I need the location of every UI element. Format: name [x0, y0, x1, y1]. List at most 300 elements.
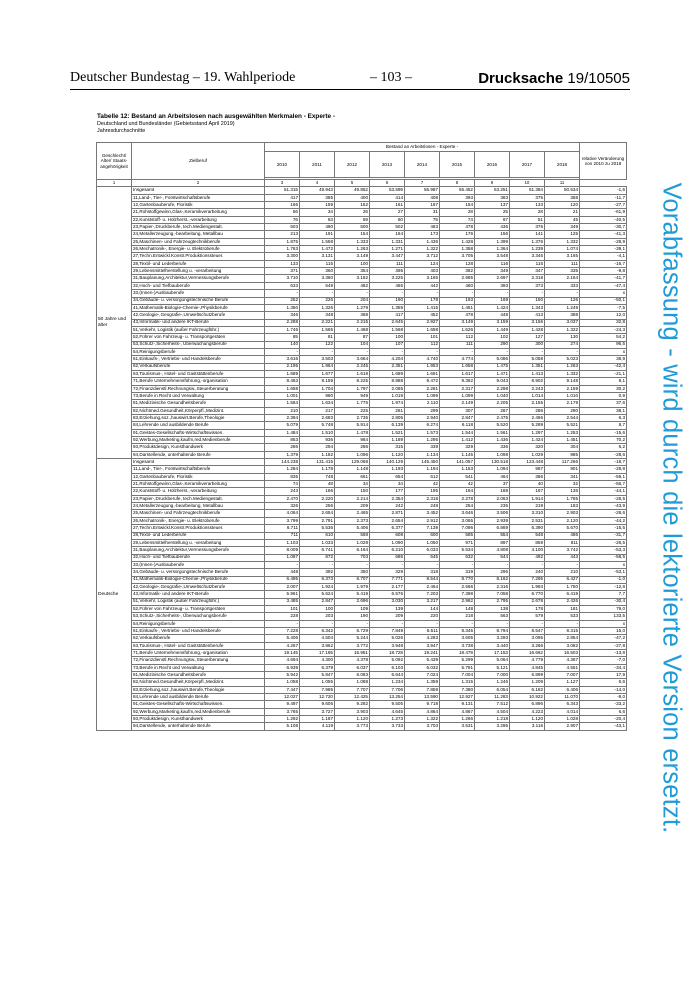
- table-row: [97, 400, 627, 407]
- value-cell: 1.067: [265, 554, 300, 561]
- value-cell: 1.266: [440, 716, 475, 723]
- value-cell: -: [440, 348, 475, 355]
- value-cell: 1.055: [300, 679, 335, 686]
- column-index: 2: [132, 180, 265, 187]
- value-cell: 2.110: [405, 400, 440, 407]
- table-row: [97, 495, 627, 502]
- value-cell: 2.205: [475, 400, 510, 407]
- value-cell: 100: [335, 260, 370, 267]
- value-cell: 1.322: [405, 246, 440, 253]
- value-cell: 500: [335, 224, 370, 231]
- value-cell: 218: [440, 613, 475, 620]
- table-row: [97, 268, 627, 275]
- column-index: 7: [405, 180, 440, 187]
- table-body: [97, 187, 627, 730]
- value-cell: 1.658: [405, 326, 440, 333]
- table-row: [97, 481, 627, 488]
- relative-change-cell: -15,5: [580, 525, 627, 532]
- value-cell: 8.162: [475, 576, 510, 583]
- relative-change-header: relative Veränderung von 2010 zu 2018: [580, 143, 627, 180]
- value-cell: 633: [265, 282, 300, 289]
- value-cell: 4.740: [405, 356, 440, 363]
- running-header: [70, 72, 630, 90]
- relative-change-cell: -12,8: [580, 583, 627, 590]
- value-cell: 124: [405, 260, 440, 267]
- value-cell: 85: [265, 334, 300, 341]
- relative-change-cell: x: [580, 348, 627, 355]
- value-cell: 150: [335, 488, 370, 495]
- relative-change-cell: -20,4: [580, 716, 627, 723]
- value-cell: 228: [265, 613, 300, 620]
- relative-change-cell: 32,8: [580, 319, 627, 326]
- value-cell: 127: [510, 334, 545, 341]
- relative-change-cell: x: [580, 620, 627, 627]
- value-cell: 1.120: [370, 451, 405, 458]
- value-cell: -: [475, 348, 510, 355]
- value-cell: 3.733: [370, 723, 405, 730]
- value-cell: 478: [440, 224, 475, 231]
- value-cell: 711: [265, 532, 300, 539]
- value-cell: 2.298: [475, 385, 510, 392]
- table-row: [97, 716, 627, 723]
- value-cell: 1.617: [440, 370, 475, 377]
- value-cell: 290: [545, 407, 580, 414]
- value-cell: 1.510: [300, 429, 335, 436]
- occupation-label: 25,Maschinen- und Fahrzeugtechnikberufe: [132, 510, 265, 517]
- value-cell: 1.193: [370, 466, 405, 473]
- value-cell: 117.266: [545, 459, 580, 466]
- relative-change-cell: -26,5: [580, 539, 627, 546]
- value-cell: 318: [405, 569, 440, 576]
- relative-change-cell: -7,5: [580, 304, 627, 311]
- value-cell: 1.979: [335, 583, 370, 590]
- value-cell: 1.521: [370, 429, 405, 436]
- relative-change-cell: 6,3: [580, 415, 627, 422]
- occupation-label: 61,Einkaufs-, Vertriebs- und Handelsberufe: [132, 627, 265, 634]
- value-cell: 26: [335, 209, 370, 216]
- occupation-label: 12,Gartenbauberufe, Floristik: [132, 202, 265, 209]
- value-cell: 3.156: [510, 319, 545, 326]
- value-cell: 115: [510, 260, 545, 267]
- relative-change-cell: 8,7: [580, 422, 627, 429]
- value-cell: 3.485: [265, 598, 300, 605]
- value-cell: 2.195: [265, 363, 300, 370]
- value-cell: 194: [440, 488, 475, 495]
- value-cell: 347: [510, 268, 545, 275]
- value-cell: 346: [265, 312, 300, 319]
- value-cell: 6.083: [335, 672, 370, 679]
- value-cell: 3.293: [475, 635, 510, 642]
- table-row: [97, 473, 627, 480]
- value-cell: 1.544: [440, 429, 475, 436]
- value-cell: 8.511: [405, 627, 440, 634]
- value-cell: 7.447: [265, 686, 300, 693]
- table-row: [97, 539, 627, 546]
- value-cell: 100: [370, 334, 405, 341]
- value-cell: 2.465: [335, 510, 370, 517]
- value-cell: 9.043: [475, 378, 510, 385]
- table-row: [97, 297, 627, 304]
- value-cell: 2.065: [370, 385, 405, 392]
- value-cell: 9.505: [370, 701, 405, 708]
- value-cell: 1.468: [335, 326, 370, 333]
- relative-change-cell: -47,4: [580, 282, 627, 289]
- table-row: [97, 444, 627, 451]
- value-cell: 1.279: [335, 304, 370, 311]
- value-cell: 1.249: [545, 304, 580, 311]
- relative-change-cell: -1,5: [580, 187, 627, 194]
- value-cell: 6.054: [475, 686, 510, 693]
- value-cell: 533: [545, 613, 580, 620]
- relative-change-cell: -13,8: [580, 650, 627, 657]
- value-cell: 1.098: [475, 451, 510, 458]
- value-cell: 32: [545, 481, 580, 488]
- relative-change-cell: -28,6: [580, 510, 627, 517]
- value-cell: 8.463: [265, 378, 300, 385]
- value-cell: 371: [265, 268, 300, 275]
- value-cell: 8.770: [440, 576, 475, 583]
- watermark-text: Vorabfassung - wird durch die lektorierte Version ersetzt.: [657, 182, 686, 834]
- value-cell: 2.566: [440, 583, 475, 590]
- value-cell: 382: [440, 268, 475, 275]
- value-cell: 1.358: [440, 246, 475, 253]
- value-cell: 5.439: [405, 657, 440, 664]
- value-cell: 3.705: [440, 253, 475, 260]
- value-cell: 502: [370, 224, 405, 231]
- value-cell: 3.664: [335, 356, 370, 363]
- value-cell: 240: [510, 569, 545, 576]
- table-row: [97, 613, 627, 620]
- value-cell: 1.424: [475, 304, 510, 311]
- value-cell: 1.182: [300, 451, 335, 458]
- value-cell: 2.470: [265, 495, 300, 502]
- value-cell: 2.475: [475, 415, 510, 422]
- occupation-label: 11,Land-, Tier-, Forstwirtschaftsberufe: [132, 466, 265, 473]
- value-cell: 17.153: [475, 650, 510, 657]
- value-cell: 373: [510, 282, 545, 289]
- value-cell: -: [405, 348, 440, 355]
- value-cell: 2.645: [370, 319, 405, 326]
- table-row: [97, 209, 627, 216]
- value-cell: -: [265, 290, 300, 297]
- value-cell: 486: [545, 532, 580, 539]
- year-header: 2012: [335, 152, 370, 178]
- value-cell: 1.478: [335, 429, 370, 436]
- table-row: [97, 260, 627, 267]
- occupation-label: 93,Produktdesign, Kunsthandwerk: [132, 444, 265, 451]
- value-cell: 985: [545, 451, 580, 458]
- value-cell: 414: [370, 194, 405, 201]
- value-cell: 980: [300, 392, 335, 399]
- occupation-label: 42,Geologie-,Geografie-,Umweltschutzberufe: [132, 583, 265, 590]
- value-cell: 1.178: [300, 466, 335, 473]
- value-cell: 133: [265, 260, 300, 267]
- relative-change-cell: -24,3: [580, 326, 627, 333]
- value-cell: 9.131: [440, 701, 475, 708]
- value-cell: 1.472: [300, 246, 335, 253]
- value-cell: 290: [475, 341, 510, 348]
- value-cell: 329: [370, 569, 405, 576]
- value-cell: -: [545, 290, 580, 297]
- relative-change-cell: -33,2: [580, 701, 627, 708]
- occupation-label: 29,Lebensmittelherstellung u. -verarbeitung: [132, 539, 265, 546]
- value-cell: 1.704: [300, 385, 335, 392]
- relative-change-cell: -39,1: [580, 246, 627, 253]
- value-cell: 1.058: [265, 679, 300, 686]
- value-cell: 984: [335, 437, 370, 444]
- value-cell: 3.799: [265, 517, 300, 524]
- occupation-label: 62,Verkaufsberufe: [132, 635, 265, 642]
- value-cell: 2.654: [300, 510, 335, 517]
- value-cell: -: [545, 620, 580, 627]
- table-row: [97, 231, 627, 238]
- value-cell: 971: [440, 539, 475, 546]
- value-cell: 1.350: [265, 304, 300, 311]
- value-cell: 2.149: [440, 400, 475, 407]
- value-cell: 1.246: [475, 679, 510, 686]
- value-cell: 7.139: [405, 525, 440, 532]
- occupation-label: 25,Maschinen- und Fahrzeugtechnikberufe: [132, 238, 265, 245]
- value-cell: 5.670: [545, 525, 580, 532]
- year-header: 2015: [440, 152, 475, 178]
- value-cell: 395: [370, 268, 405, 275]
- value-cell: 286: [265, 444, 300, 451]
- value-cell: 2.318: [510, 275, 545, 282]
- value-cell: 154: [440, 202, 475, 209]
- value-cell: 1.526: [440, 326, 475, 333]
- table-row: [97, 686, 627, 693]
- value-cell: 21: [545, 209, 580, 216]
- value-cell: 1.359: [370, 304, 405, 311]
- value-cell: 1.765: [545, 495, 580, 502]
- relative-change-cell: 38,9: [580, 356, 627, 363]
- value-cell: 4.867: [440, 708, 475, 715]
- value-cell: 8.345: [440, 627, 475, 634]
- occupation-label: 21,Rohstoffgewinn,Glas-,Keramikverarbeitung: [132, 481, 265, 488]
- value-cell: 5.520: [475, 422, 510, 429]
- value-cell: 7.380: [440, 686, 475, 693]
- value-cell: -: [370, 348, 405, 355]
- value-cell: 7.295: [510, 576, 545, 583]
- occupation-label: 51,Verkehr, Logistik (außer Fahrzeugführ.): [132, 598, 265, 605]
- value-cell: 2.912: [405, 517, 440, 524]
- value-cell: 51.384: [510, 187, 545, 194]
- value-cell: -: [300, 290, 335, 297]
- value-cell: 859: [510, 539, 545, 546]
- value-cell: 16.662: [510, 650, 545, 657]
- value-cell: -: [335, 290, 370, 297]
- value-cell: 2.288: [265, 319, 300, 326]
- value-cell: 3.266: [510, 642, 545, 649]
- table-row: [97, 664, 627, 671]
- value-cell: 19.145: [265, 650, 300, 657]
- value-cell: -: [545, 561, 580, 568]
- value-cell: 1.376: [510, 238, 545, 245]
- value-cell: 140.129: [370, 459, 405, 466]
- value-cell: 111: [370, 260, 405, 267]
- value-cell: 1.333: [335, 238, 370, 245]
- value-cell: 37: [475, 481, 510, 488]
- value-cell: 1.658: [265, 385, 300, 392]
- value-cell: 2.847: [440, 415, 475, 422]
- value-cell: 1.561: [475, 429, 510, 436]
- occupation-label: 31,Bauplanung,Architektur,Vermessungsberufe: [132, 275, 265, 282]
- table-subtitle-period: Jahresdurchschnitte: [97, 128, 146, 134]
- value-cell: 645: [405, 554, 440, 561]
- value-cell: 2.544: [545, 415, 580, 422]
- value-cell: 6.210: [370, 547, 405, 554]
- value-cell: 7.859: [405, 686, 440, 693]
- occupation-label: 72,Finanzdienstl.Rechnungsw.,Steuerberatung: [132, 385, 265, 392]
- column-index: 11: [545, 180, 580, 187]
- value-cell: 4.267: [265, 642, 300, 649]
- occupation-label: 73,Berufe in Recht und Verwaltung: [132, 664, 265, 671]
- value-cell: 5.086: [475, 356, 510, 363]
- value-cell: 7.707: [335, 686, 370, 693]
- relative-change-cell: 8,1: [580, 378, 627, 385]
- value-cell: 254: [440, 503, 475, 510]
- value-cell: 835: [265, 473, 300, 480]
- header-row-top: [97, 143, 627, 152]
- value-cell: 286: [335, 444, 370, 451]
- value-cell: 4.504: [300, 635, 335, 642]
- table-row: [97, 657, 627, 664]
- occupation-label: 92,Werbung,Marketing,kaufm,red.Medienberufe: [132, 437, 265, 444]
- value-cell: 104: [335, 341, 370, 348]
- value-cell: 3.903: [335, 708, 370, 715]
- occupation-label: Insgesamt: [132, 187, 265, 194]
- value-cell: 210: [545, 569, 580, 576]
- value-cell: 256: [300, 503, 335, 510]
- occupation-label: 23,Papier-,Druckberufe, tech.Mediengestalt.: [132, 495, 265, 502]
- value-cell: 6.037: [335, 664, 370, 671]
- value-cell: 1.187: [300, 716, 335, 723]
- value-cell: 5.534: [440, 547, 475, 554]
- occupation-label: 12,Gartenbauberufe, Floristik: [132, 473, 265, 480]
- value-cell: 190: [370, 297, 405, 304]
- relative-change-cell: -16,7: [580, 260, 627, 267]
- value-cell: 9.605: [300, 701, 335, 708]
- value-cell: 18.728: [370, 650, 405, 657]
- value-cell: 1.099: [405, 392, 440, 399]
- value-cell: 3.346: [510, 253, 545, 260]
- value-cell: 51.315: [265, 187, 300, 194]
- table-row: [97, 694, 627, 701]
- column-index: 8: [440, 180, 475, 187]
- value-cell: 7.007: [545, 672, 580, 679]
- value-cell: 336: [475, 444, 510, 451]
- occupation-label: 52,Führer von Fahrzeug- u. Transportgeräten: [132, 334, 265, 341]
- value-cell: 320: [510, 444, 545, 451]
- value-cell: 376: [510, 224, 545, 231]
- value-cell: 7.203: [405, 591, 440, 598]
- value-cell: 5.961: [265, 591, 300, 598]
- value-cell: 1.134: [405, 451, 440, 458]
- value-cell: 2.245: [335, 363, 370, 370]
- value-cell: 375: [510, 194, 545, 201]
- value-cell: 112: [405, 341, 440, 348]
- occupation-label: 83,Erziehung,soz.,hauswirt.Berufe,Theologie: [132, 686, 265, 693]
- value-cell: 1.315: [440, 679, 475, 686]
- table-row: [97, 532, 627, 539]
- value-cell: 4.645: [370, 708, 405, 715]
- value-cell: 152: [335, 202, 370, 209]
- value-cell: 107: [370, 341, 405, 348]
- value-cell: 1.263: [335, 246, 370, 253]
- unemployment-table: [96, 142, 627, 731]
- value-cell: 6.711: [265, 525, 300, 532]
- value-cell: 554: [475, 532, 510, 539]
- year-header: 2013: [370, 152, 405, 178]
- value-cell: 1.351: [510, 363, 545, 370]
- relative-change-cell: -56,7: [580, 481, 627, 488]
- value-cell: 63: [300, 216, 335, 223]
- value-cell: 8.794: [475, 627, 510, 634]
- relative-change-cell: -18,7: [580, 459, 627, 466]
- value-cell: 6.342: [300, 627, 335, 634]
- value-cell: 3.131: [300, 253, 335, 260]
- value-cell: 1.295: [405, 437, 440, 444]
- occupation-label: 28,Textil- und Lederberufe: [132, 260, 265, 267]
- value-cell: 1.428: [440, 238, 475, 245]
- value-cell: -: [335, 348, 370, 355]
- value-cell: 2.854: [545, 635, 580, 642]
- value-cell: 2.962: [440, 598, 475, 605]
- value-cell: 1.326: [300, 304, 335, 311]
- value-cell: 608: [370, 532, 405, 539]
- value-cell: 6.032: [405, 664, 440, 671]
- value-cell: 408: [405, 194, 440, 201]
- value-cell: 67: [475, 216, 510, 223]
- value-cell: 3.962: [300, 642, 335, 649]
- value-cell: 1.914: [510, 495, 545, 502]
- value-cell: 1.074: [545, 246, 580, 253]
- value-cell: 4.204: [370, 356, 405, 363]
- value-cell: 1.428: [510, 326, 545, 333]
- value-cell: 115: [300, 260, 335, 267]
- value-cell: 1.096: [335, 451, 370, 458]
- value-cell: 1.029: [510, 451, 545, 458]
- value-cell: 2.683: [300, 415, 335, 422]
- value-cell: 130.518: [475, 459, 510, 466]
- occupation-column-header: Zielberuf: [132, 143, 265, 180]
- value-cell: 1.415: [405, 304, 440, 311]
- relative-change-cell: -30,4: [580, 598, 627, 605]
- value-cell: 1.689: [265, 370, 300, 377]
- value-cell: 1.750: [545, 583, 580, 590]
- value-cell: -: [370, 620, 405, 627]
- value-cell: 1.558: [300, 238, 335, 245]
- value-cell: 1.343: [510, 304, 545, 311]
- value-cell: 3.503: [300, 356, 335, 363]
- value-cell: 3.159: [475, 319, 510, 326]
- value-cell: 188: [475, 488, 510, 495]
- value-cell: 181: [545, 605, 580, 612]
- value-cell: 225: [335, 407, 370, 414]
- value-cell: 12.720: [300, 694, 335, 701]
- value-cell: 9.472: [405, 378, 440, 385]
- value-cell: 3.065: [440, 517, 475, 524]
- table-row: [97, 224, 627, 231]
- value-cell: 1.189: [370, 437, 405, 444]
- value-cell: 3.605: [440, 635, 475, 642]
- value-cell: 1.364: [475, 246, 510, 253]
- value-cell: 2.985: [440, 275, 475, 282]
- relative-change-cell: -61,9: [580, 209, 627, 216]
- value-cell: 8.988: [370, 378, 405, 385]
- relative-change-cell: 133,5: [580, 613, 627, 620]
- value-cell: 901: [545, 466, 580, 473]
